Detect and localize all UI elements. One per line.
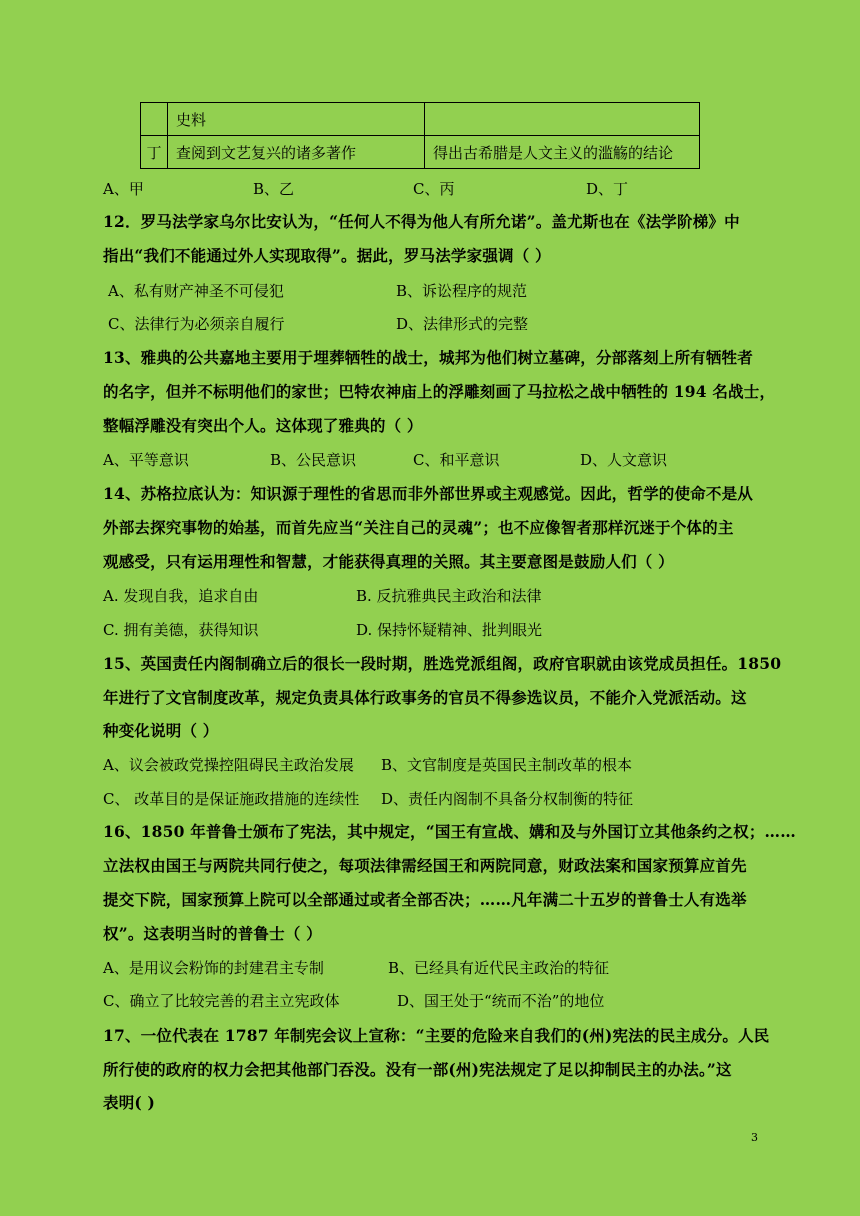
q16-line: 权”。这表明当时的普鲁士（ ） — [103, 924, 322, 943]
q14-option-b: B. 反抗雅典民主政治和法律 — [356, 587, 542, 605]
q14-option-d: D. 保持怀疑精神、批判眼光 — [356, 621, 543, 639]
q11-option-c: C、丙 — [413, 180, 455, 198]
table-row — [141, 103, 700, 136]
q16-line: 立法权由国王与两院共同行使之，每项法律需经国王和两院同意，财政法案和国家预算应首先 — [103, 856, 747, 875]
q11-option-b: B、乙 — [253, 180, 295, 198]
page-number: 3 — [751, 1131, 758, 1144]
q13-option-c: C、和平意识 — [413, 451, 500, 469]
q12-line: 指出“我们不能通过外人实现取得”。据此，罗马法学家强调（ ） — [103, 246, 551, 265]
q15-option-b: B、文官制度是英国民主制改革的根本 — [381, 756, 633, 774]
table-cell-label — [141, 103, 168, 136]
answer-table — [140, 102, 700, 169]
q16-option-d: D、国王处于“统而不治”的地位 — [397, 992, 605, 1010]
q16-line: 16、1850 年普鲁士颁布了宪法，其中规定，“国王有宣战、媾和及与外国订立其他条约之权；…… — [103, 822, 796, 841]
table-cell-conclusion — [425, 103, 700, 136]
table-cell-conclusion: 得出古希腊是人文主义的滥觞的结论 — [425, 136, 700, 169]
table-cell-material: 查阅到文艺复兴的诸多著作 — [168, 136, 425, 169]
q15-option-d: D、责任内阁制不具备分权制衡的特征 — [381, 790, 634, 808]
q17-line: 17、一位代表在 1787 年制宪会议上宣称：“主要的危险来自我们的(州)宪法的民主成分。人民 — [103, 1026, 770, 1045]
q13-line: 整幅浮雕没有突出个人。这体现了雅典的（ ） — [103, 416, 423, 435]
q17-line: 表明( ) — [103, 1093, 156, 1112]
q12-option-b: B、诉讼程序的规范 — [396, 282, 528, 300]
q11-option-a: A、甲 — [103, 180, 144, 198]
q15-line: 15、英国责任内阁制确立后的很长一段时期，胜选党派组阁，政府官职就由该党成员担任。1850 — [103, 654, 782, 673]
q14-option-c: C. 拥有美德，获得知识 — [103, 621, 259, 639]
q12-option-a: A、私有财产神圣不可侵犯 — [108, 282, 284, 300]
q12-option-c: C、法律行为必须亲自履行 — [108, 315, 285, 333]
q15-line: 种变化说明（ ） — [103, 721, 219, 740]
q12-line: 12．罗马法学家乌尔比安认为，“任何人不得为他人有所允诺”。盖尤斯也在《法学阶梯》中 — [103, 212, 740, 231]
q15-option-c: C、 改革目的是保证施政措施的连续性 — [103, 790, 360, 808]
q16-option-a: A、是用议会粉饰的封建君主专制 — [103, 959, 324, 977]
q13-line: 13、雅典的公共嘉地主要用于埋葬牺牲的战士，城邦为他们树立墓碑，分部落刻上所有牺牲者 — [103, 348, 753, 367]
q17-line: 所行使的政府的权力会把其他部门吞没。没有一部(州)宪法规定了足以抑制民主的办法。”这 — [103, 1060, 732, 1079]
q16-line: 提交下院，国家预算上院可以全部通过或者全部否决；……凡年满二十五岁的普鲁士人有选举 — [103, 890, 747, 909]
q16-option-c: C、确立了比较完善的君主立宪政体 — [103, 992, 340, 1010]
q13-line: 的名字，但并不标明他们的家世；巴特农神庙上的浮雕刻画了马拉松之战中牺牲的 194 名战士， — [103, 382, 776, 401]
q14-line: 14、苏格拉底认为：知识源于理性的省思而非外部世界或主观感觉。因此，哲学的使命不是从 — [103, 484, 753, 503]
table-cell-material: 史料 — [168, 103, 425, 136]
q11-option-d: D、丁 — [586, 180, 629, 198]
q13-option-b: B、公民意识 — [270, 451, 357, 469]
q15-line: 年进行了文官制度改革，规定负责具体行政事务的官员不得参选议员，不能介入党派活动。这 — [103, 688, 747, 707]
q14-option-a: A. 发现自我，追求自由 — [103, 587, 259, 605]
q16-option-b: B、已经具有近代民主政治的特征 — [388, 959, 610, 977]
table-row — [141, 136, 700, 169]
q13-option-a: A、平等意识 — [103, 451, 189, 469]
q14-line: 外部去探究事物的始基，而首先应当“关注自己的灵魂”；也不应像智者那样沉迷于个体的主 — [103, 518, 734, 537]
q14-line: 观感受，只有运用理性和智慧，才能获得真理的关照。其主要意图是鼓励人们（ ） — [103, 552, 674, 571]
q13-option-d: D、人文意识 — [580, 451, 668, 469]
q15-option-a: A、议会被政党操控阻碍民主政治发展 — [103, 756, 354, 774]
table-cell-label: 丁 — [141, 136, 168, 169]
q12-option-d: D、法律形式的完整 — [396, 315, 529, 333]
